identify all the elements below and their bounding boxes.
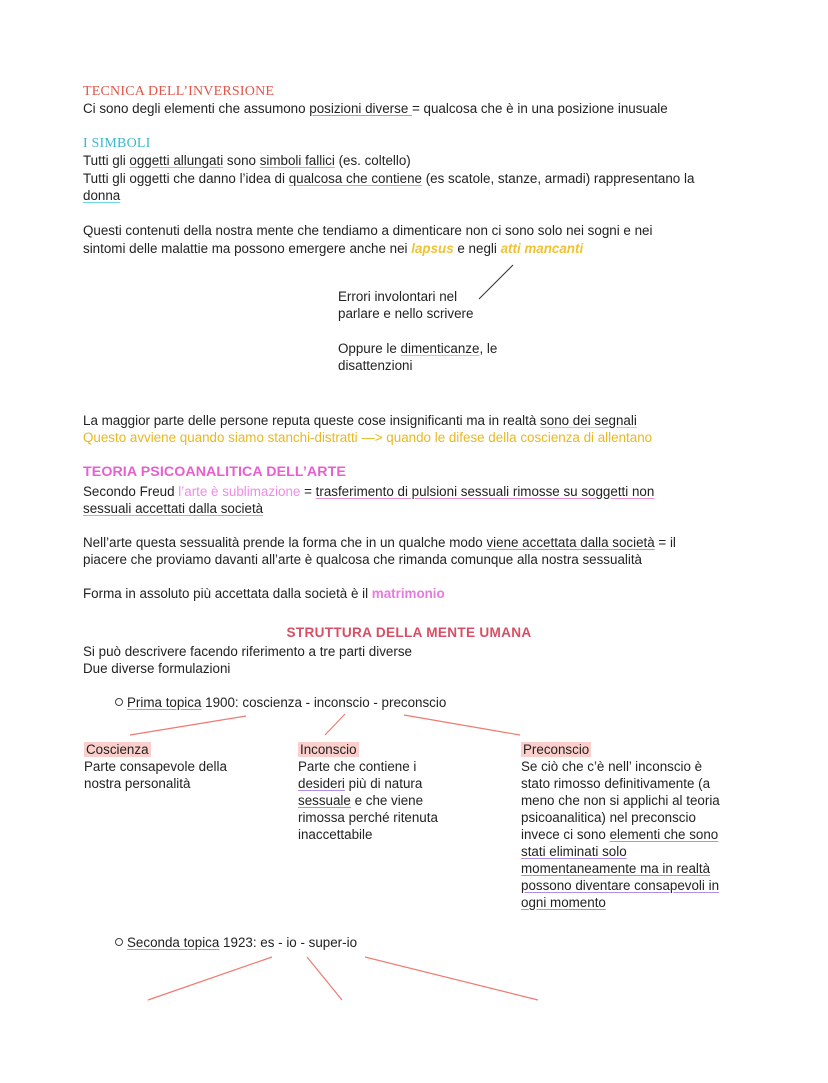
underlined-text: qualcosa che contiene [288, 171, 422, 186]
text-line: psicoanalitica) nel preconscio [521, 810, 696, 825]
text: Oppure le [338, 341, 401, 356]
highlight-matrimonio: matrimonio [371, 586, 445, 601]
text: 1900: coscienza - inconscio - preconscio [201, 695, 447, 710]
underlined-text: sessuale [298, 793, 351, 808]
preconscio-title: Preconscio [523, 742, 590, 757]
text: 1923: es - io - super-io [219, 935, 358, 950]
text-line [298, 792, 438, 809]
text-line: Se ciò che c’è nell’ inconscio è [521, 759, 703, 774]
struttura-line-1: Si può descrivere facendo riferimento a tre parti diverse [83, 644, 412, 659]
contenuti-line-2 [83, 240, 583, 257]
arte-p2-line-2: piacere che proviamo davanti all’arte è qualcosa che rimanda comunque alla nostra sessualità [83, 552, 643, 567]
text-line [298, 775, 438, 792]
text: sintomi delle malattie ma possono emergere anche nei [83, 241, 412, 256]
text: Ci sono degli elementi che assumono [83, 101, 310, 116]
coscienza-block [84, 741, 227, 792]
paragraph-inversione [83, 100, 668, 117]
heading-tecnica-inversione: TECNICA DELL’INVERSIONE [83, 84, 275, 99]
segnali-line-2: Questo avviene quando siamo stanchi-distratti —> quando le difese della coscienza di allentano [83, 430, 653, 445]
arte-line-2: sessuali accettati dalla società [83, 501, 264, 516]
coscienza-title: Coscienza [86, 742, 149, 757]
text: (es. coltello) [334, 153, 411, 168]
underlined-text: simboli fallici [259, 153, 335, 168]
arte-p3 [83, 585, 445, 602]
list-item-seconda-topica [115, 934, 357, 951]
note-dimenticanze-line-1 [338, 340, 497, 357]
text: Tutti gli [83, 153, 130, 168]
note-errori-line-1: Errori involontari nel [338, 289, 458, 304]
simboli-line-2 [83, 170, 694, 187]
text-line: stato rimosso definitivamente (a [521, 776, 711, 791]
text: e negli [453, 241, 501, 256]
inconscio-block [298, 741, 438, 843]
bullet-icon [115, 698, 123, 706]
underlined-text: dimenticanze [400, 341, 480, 356]
text: (es scatole, stanze, armadi) rappresentano la [421, 171, 695, 186]
text: Secondo Freud [83, 484, 179, 499]
highlight-lapsus: lapsus [411, 241, 454, 256]
underlined-text: elementi che sono [609, 827, 719, 842]
underlined-text: oggetti allungati [129, 153, 224, 168]
preconscio-block [521, 741, 720, 911]
simboli-line-1 [83, 152, 411, 169]
text: invece ci sono [521, 827, 610, 842]
text-line [521, 826, 720, 843]
highlight-sublimazione: l’arte è sublimazione [178, 484, 301, 499]
bullet-icon [115, 938, 123, 946]
text-line: meno che non si applichi al teoria [521, 793, 720, 808]
text-line: Parte che contiene i [298, 759, 417, 774]
underlined-text: desideri [298, 776, 345, 791]
connector-preconscio [404, 715, 520, 735]
text: = qualcosa che è in una posizione inusuale [412, 101, 668, 116]
heading-struttura-mente: STRUTTURA DELLA MENTE UMANA [286, 625, 532, 640]
text: Forma in assoluto più accettata dalla società è il [83, 586, 372, 601]
text: La maggior parte delle persone reputa queste cose insignificanti ma in realtà [83, 413, 541, 428]
contenuti-line-1: Questi contenuti della nostra mente che tendiamo a dimenticare non ci sono solo nei sogni e nei [83, 223, 653, 238]
underlined-text: Seconda topica [127, 935, 220, 950]
text: Nell’arte questa sessualità prende la forma che in un qualche modo [83, 535, 487, 550]
note-errori-line-2: parlare e nello scrivere [338, 306, 474, 321]
text: sono [223, 153, 260, 168]
text: Tutti gli oggetti che danno l’idea di [83, 171, 289, 186]
connector-io [307, 957, 342, 1000]
underlined-text: Prima topica [127, 695, 202, 710]
arte-p2-line-1 [83, 534, 676, 551]
underlined-text: trasferimento di pulsioni sessuali rimosse su soggetti non [315, 484, 655, 499]
struttura-line-2: Due diverse formulazioni [83, 661, 231, 676]
arte-line-1 [83, 483, 654, 500]
underlined-text: posizioni diverse [309, 101, 412, 116]
list-item-prima-topica [115, 694, 446, 711]
note-dimenticanze-line-2: disattenzioni [338, 358, 413, 373]
arrow-line-lapsus [479, 265, 513, 299]
text: e che viene [350, 793, 424, 808]
heading-simboli: I SIMBOLI [83, 136, 151, 151]
text-line: ogni momento [521, 895, 606, 910]
text: più di natura [344, 776, 423, 791]
underlined-text: sono dei segnali [540, 413, 637, 428]
text-line: nostra personalità [84, 776, 191, 791]
connector-super-io [365, 957, 538, 1000]
connector-coscienza [130, 716, 246, 735]
text-line: Parte consapevole della [84, 759, 227, 774]
text: = [300, 484, 316, 499]
inconscio-title: Inconscio [300, 742, 357, 757]
text: , le [479, 341, 498, 356]
highlight-atti-mancanti: atti mancanti [500, 241, 584, 256]
simboli-line-3: donna [83, 188, 121, 203]
connector-es [148, 957, 272, 1000]
text-line: possono diventare consapevoli in [521, 878, 720, 893]
underlined-text: viene accettata dalla società [486, 535, 655, 550]
connector-inconscio [325, 714, 345, 735]
text-line: stati eliminati solo [521, 844, 627, 859]
text-line: rimossa perché ritenuta [298, 810, 438, 825]
text-line: momentaneamente ma in realtà [521, 861, 711, 876]
heading-teoria-arte: TEORIA PSICOANALITICA DELL’ARTE [83, 464, 346, 480]
segnali-line-1 [83, 412, 637, 429]
text: = il [654, 535, 676, 550]
text-line: inaccettabile [298, 827, 373, 842]
